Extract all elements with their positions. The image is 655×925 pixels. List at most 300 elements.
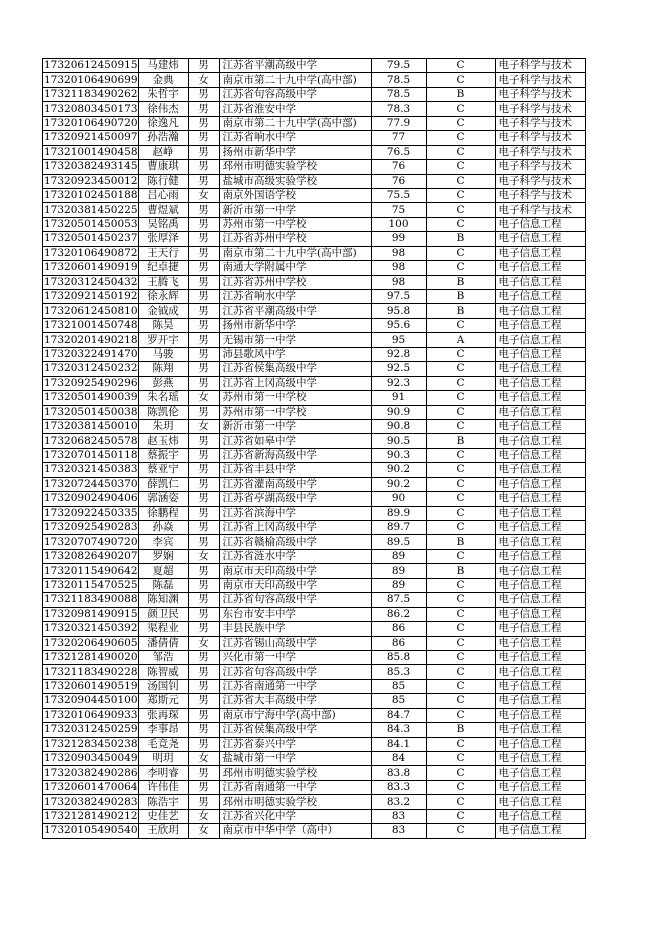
name-cell: 史佳艺 <box>138 809 188 823</box>
school-cell: 江苏省如皋中学 <box>219 434 371 448</box>
name-cell: 李明睿 <box>138 766 188 780</box>
major-cell: 电子信息工程 <box>495 246 585 260</box>
table-row <box>43 463 586 477</box>
table-row <box>43 333 586 347</box>
student-id-cell: 17320115490642 <box>44 564 138 577</box>
table-row <box>43 650 586 664</box>
major-cell: 电子信息工程 <box>495 564 585 578</box>
score-cell: 75 <box>371 203 426 217</box>
student-id-cell: 17320707490720 <box>44 535 138 548</box>
gender-cell: 男 <box>188 116 219 130</box>
school-cell: 沛县歌风中学 <box>219 347 371 361</box>
student-id-cell: 17320382493145 <box>44 160 138 173</box>
name-cell: 张厚泽 <box>138 232 188 246</box>
school-cell: 南京市宁海中学(高中部) <box>219 708 371 722</box>
gender-cell: 男 <box>188 795 219 809</box>
grade-cell: C <box>426 102 495 116</box>
major-cell: 电子科学与技术 <box>495 116 585 130</box>
name-cell: 陈浩宇 <box>138 795 188 809</box>
name-cell: 吕心雨 <box>138 188 188 202</box>
gender-cell: 男 <box>188 593 219 607</box>
grade-cell: B <box>426 304 495 318</box>
grade-cell: C <box>426 824 495 838</box>
score-cell: 83.2 <box>371 795 426 809</box>
student-id-cell: 17320106490872 <box>44 246 138 259</box>
gender-cell: 男 <box>188 492 219 506</box>
score-cell: 83 <box>371 824 426 838</box>
school-cell: 江苏省南通第一中学 <box>219 780 371 794</box>
school-cell: 江苏省灌南高级中学 <box>219 477 371 491</box>
grade-cell: C <box>426 73 495 87</box>
name-cell: 陈凯伦 <box>138 405 188 419</box>
school-cell: 江苏省涟水中学 <box>219 549 371 563</box>
major-cell: 电子信息工程 <box>495 809 585 823</box>
score-cell: 89.7 <box>371 521 426 535</box>
student-id-cell: 17320903450049 <box>44 752 138 765</box>
student-id-cell: 17320312450259 <box>44 723 138 736</box>
student-id-cell: 17321281490212 <box>44 809 138 822</box>
grade-cell: C <box>426 376 495 390</box>
score-cell: 92.3 <box>371 376 426 390</box>
student-id-cell: 17320921450192 <box>44 290 138 303</box>
grade-cell: B <box>426 275 495 289</box>
school-cell: 江苏省上冈高级中学 <box>219 521 371 535</box>
gender-cell: 男 <box>188 578 219 592</box>
grade-cell: B <box>426 290 495 304</box>
major-cell: 电子信息工程 <box>495 636 585 650</box>
major-cell: 电子科学与技术 <box>495 59 585 73</box>
major-cell: 电子信息工程 <box>495 737 585 751</box>
grade-cell: C <box>426 116 495 130</box>
score-cell: 100 <box>371 217 426 231</box>
gender-cell: 女 <box>188 391 219 405</box>
gender-cell: 男 <box>188 145 219 159</box>
table-row <box>43 116 586 130</box>
name-cell: 纪卓捷 <box>138 261 188 275</box>
major-cell: 电子信息工程 <box>495 679 585 693</box>
grade-cell: C <box>426 261 495 275</box>
gender-cell: 男 <box>188 665 219 679</box>
gender-cell: 男 <box>188 679 219 693</box>
student-id-cell: 17320601490919 <box>44 261 138 274</box>
score-cell: 99 <box>371 232 426 246</box>
table-row <box>43 723 586 737</box>
gender-cell: 女 <box>188 188 219 202</box>
score-cell: 97.5 <box>371 290 426 304</box>
gender-cell: 男 <box>188 405 219 419</box>
gender-cell: 女 <box>188 73 219 87</box>
grade-cell: C <box>426 492 495 506</box>
gender-cell: 男 <box>188 160 219 174</box>
name-cell: 罗娴 <box>138 549 188 563</box>
score-cell: 95.6 <box>371 318 426 332</box>
table-row <box>43 145 586 159</box>
gender-cell: 男 <box>188 174 219 188</box>
student-id-cell: 17320601470064 <box>44 781 138 794</box>
table-row <box>43 217 586 231</box>
grade-cell: C <box>426 131 495 145</box>
name-cell: 金钺成 <box>138 304 188 318</box>
student-id-cell: 17320701450118 <box>44 449 138 462</box>
grade-cell: C <box>426 217 495 231</box>
grade-cell: C <box>426 521 495 535</box>
grade-cell: C <box>426 549 495 563</box>
grade-cell: C <box>426 419 495 433</box>
gender-cell: 男 <box>188 694 219 708</box>
score-cell: 76.5 <box>371 145 426 159</box>
name-cell: 朱哲宇 <box>138 87 188 101</box>
grade-cell: C <box>426 809 495 823</box>
gender-cell: 男 <box>188 290 219 304</box>
student-id-cell: 17320682450578 <box>44 434 138 447</box>
school-cell: 江苏省大丰高级中学 <box>219 694 371 708</box>
score-cell: 98 <box>371 275 426 289</box>
school-cell: 江苏省滨海中学 <box>219 506 371 520</box>
school-cell: 江苏省南通第一中学 <box>219 679 371 693</box>
score-cell: 76 <box>371 160 426 174</box>
major-cell: 电子信息工程 <box>495 463 585 477</box>
grade-cell: C <box>426 174 495 188</box>
major-cell: 电子信息工程 <box>495 434 585 448</box>
table-row <box>43 376 586 390</box>
name-cell: 蔡振宇 <box>138 448 188 462</box>
school-cell: 江苏省锡山高级中学 <box>219 636 371 650</box>
name-cell: 曹康琪 <box>138 160 188 174</box>
school-cell: 江苏省亭湖高级中学 <box>219 492 371 506</box>
school-cell: 丰县民族中学 <box>219 622 371 636</box>
score-cell: 84.7 <box>371 708 426 722</box>
gender-cell: 女 <box>188 824 219 838</box>
school-cell: 江苏省苏州中学校 <box>219 232 371 246</box>
name-cell: 李宾 <box>138 535 188 549</box>
name-cell: 王天行 <box>138 246 188 260</box>
name-cell: 汤国钊 <box>138 679 188 693</box>
major-cell: 电子信息工程 <box>495 650 585 664</box>
grade-cell: C <box>426 780 495 794</box>
name-cell: 毛竞尧 <box>138 737 188 751</box>
grade-cell: C <box>426 448 495 462</box>
name-cell: 马骏 <box>138 347 188 361</box>
student-id-cell: 17320922450335 <box>44 506 138 519</box>
table-row <box>43 824 586 838</box>
gender-cell: 男 <box>188 708 219 722</box>
table-row <box>43 59 586 73</box>
score-cell: 89.9 <box>371 506 426 520</box>
table-row <box>43 362 586 376</box>
name-cell: 吴铭禹 <box>138 217 188 231</box>
name-cell: 李事昂 <box>138 723 188 737</box>
school-cell: 江苏省兴化中学 <box>219 809 371 823</box>
school-cell: 南通大学附属中学 <box>219 261 371 275</box>
grade-cell: C <box>426 694 495 708</box>
grade-cell: C <box>426 578 495 592</box>
name-cell: 夏超 <box>138 564 188 578</box>
student-id-cell: 17320102450188 <box>44 189 138 202</box>
score-cell: 77.9 <box>371 116 426 130</box>
score-cell: 87.5 <box>371 593 426 607</box>
grade-cell: A <box>426 333 495 347</box>
table-row <box>43 304 586 318</box>
major-cell: 电子信息工程 <box>495 535 585 549</box>
gender-cell: 男 <box>188 780 219 794</box>
student-id-cell: 17320501490039 <box>44 391 138 404</box>
gender-cell: 女 <box>188 809 219 823</box>
school-cell: 江苏省侯集高级中学 <box>219 723 371 737</box>
school-cell: 南京外国语学校 <box>219 188 371 202</box>
gender-cell: 男 <box>188 521 219 535</box>
grade-cell: C <box>426 477 495 491</box>
school-cell: 南京市第二十九中学(高中部) <box>219 116 371 130</box>
school-cell: 扬州市新华中学 <box>219 145 371 159</box>
student-id-cell: 17320381450225 <box>44 203 138 216</box>
grade-cell: C <box>426 362 495 376</box>
grade-cell: C <box>426 463 495 477</box>
name-cell: 孙浩瀚 <box>138 131 188 145</box>
gender-cell: 男 <box>188 232 219 246</box>
score-cell: 85 <box>371 694 426 708</box>
student-id-cell: 17320201490218 <box>44 333 138 346</box>
score-cell: 89 <box>371 549 426 563</box>
table-row <box>43 780 586 794</box>
major-cell: 电子科学与技术 <box>495 203 585 217</box>
major-cell: 电子信息工程 <box>495 521 585 535</box>
student-id-cell: 17320322491470 <box>44 347 138 360</box>
major-cell: 电子信息工程 <box>495 607 585 621</box>
school-cell: 盐城市第一中学 <box>219 752 371 766</box>
school-cell: 江苏省泰兴中学 <box>219 737 371 751</box>
student-id-cell: 17320612450810 <box>44 304 138 317</box>
gender-cell: 男 <box>188 59 219 73</box>
table-row <box>43 87 586 101</box>
table-row <box>43 203 586 217</box>
major-cell: 电子科学与技术 <box>495 174 585 188</box>
name-cell: 金典 <box>138 73 188 87</box>
student-id-cell: 17320724450370 <box>44 477 138 490</box>
grade-cell: C <box>426 766 495 780</box>
grade-cell: B <box>426 87 495 101</box>
grade-cell: C <box>426 160 495 174</box>
major-cell: 电子信息工程 <box>495 232 585 246</box>
grade-cell: C <box>426 145 495 159</box>
gender-cell: 男 <box>188 723 219 737</box>
admission-table-body <box>43 59 586 839</box>
student-id-cell: 17320803450173 <box>44 102 138 115</box>
table-row <box>43 131 586 145</box>
score-cell: 83 <box>371 809 426 823</box>
school-cell: 南京市第二十九中学(高中部) <box>219 73 371 87</box>
major-cell: 电子信息工程 <box>495 347 585 361</box>
name-cell: 郭涵姿 <box>138 492 188 506</box>
student-id-cell: 17320902490406 <box>44 492 138 505</box>
school-cell: 江苏省句容高级中学 <box>219 665 371 679</box>
table-row <box>43 694 586 708</box>
gender-cell: 男 <box>188 448 219 462</box>
grade-cell: C <box>426 679 495 693</box>
major-cell: 电子信息工程 <box>495 780 585 794</box>
grade-cell: C <box>426 59 495 73</box>
table-row <box>43 391 586 405</box>
student-id-cell: 17320321450383 <box>44 463 138 476</box>
major-cell: 电子科学与技术 <box>495 102 585 116</box>
student-id-cell: 17320381450010 <box>44 420 138 433</box>
name-cell: 王欣玥 <box>138 824 188 838</box>
gender-cell: 男 <box>188 217 219 231</box>
score-cell: 95.8 <box>371 304 426 318</box>
major-cell: 电子信息工程 <box>495 492 585 506</box>
score-cell: 98 <box>371 261 426 275</box>
major-cell: 电子科学与技术 <box>495 188 585 202</box>
major-cell: 电子信息工程 <box>495 578 585 592</box>
score-cell: 89.5 <box>371 535 426 549</box>
name-cell: 渠程业 <box>138 622 188 636</box>
table-row <box>43 318 586 332</box>
table-row <box>43 622 586 636</box>
score-cell: 90.2 <box>371 477 426 491</box>
score-cell: 89 <box>371 578 426 592</box>
gender-cell: 男 <box>188 650 219 664</box>
student-id-cell: 17321001450748 <box>44 319 138 332</box>
table-row <box>43 607 586 621</box>
major-cell: 电子科学与技术 <box>495 160 585 174</box>
gender-cell: 男 <box>188 766 219 780</box>
table-row <box>43 477 586 491</box>
major-cell: 电子信息工程 <box>495 376 585 390</box>
school-cell: 新沂市第一中学 <box>219 419 371 433</box>
table-row <box>43 578 586 592</box>
name-cell: 陈昊 <box>138 318 188 332</box>
major-cell: 电子信息工程 <box>495 304 585 318</box>
major-cell: 电子信息工程 <box>495 824 585 838</box>
score-cell: 84 <box>371 752 426 766</box>
table-row <box>43 737 586 751</box>
grade-cell: C <box>426 203 495 217</box>
school-cell: 江苏省丰县中学 <box>219 463 371 477</box>
score-cell: 85.3 <box>371 665 426 679</box>
score-cell: 90.2 <box>371 463 426 477</box>
major-cell: 电子信息工程 <box>495 261 585 275</box>
grade-cell: C <box>426 708 495 722</box>
student-id-cell: 17320601490519 <box>44 680 138 693</box>
grade-cell: C <box>426 391 495 405</box>
major-cell: 电子科学与技术 <box>495 87 585 101</box>
student-id-cell: 17320921450097 <box>44 131 138 144</box>
gender-cell: 男 <box>188 607 219 621</box>
gender-cell: 男 <box>188 622 219 636</box>
name-cell: 陈磊 <box>138 578 188 592</box>
grade-cell: B <box>426 232 495 246</box>
school-cell: 江苏省侯集高级中学 <box>219 362 371 376</box>
major-cell: 电子信息工程 <box>495 419 585 433</box>
name-cell: 孙焱 <box>138 521 188 535</box>
grade-cell: C <box>426 795 495 809</box>
name-cell: 徐鹏程 <box>138 506 188 520</box>
name-cell: 陈知渊 <box>138 593 188 607</box>
score-cell: 78.3 <box>371 102 426 116</box>
school-cell: 兴化市第一中学 <box>219 650 371 664</box>
name-cell: 潘倩倩 <box>138 636 188 650</box>
name-cell: 陈翔 <box>138 362 188 376</box>
gender-cell: 男 <box>188 737 219 751</box>
table-row <box>43 521 586 535</box>
score-cell: 92.8 <box>371 347 426 361</box>
gender-cell: 男 <box>188 261 219 275</box>
name-cell: 陈智威 <box>138 665 188 679</box>
gender-cell: 女 <box>188 549 219 563</box>
grade-cell: C <box>426 593 495 607</box>
score-cell: 79.5 <box>371 59 426 73</box>
name-cell: 马建炜 <box>138 59 188 73</box>
name-cell: 徐伟杰 <box>138 102 188 116</box>
gender-cell: 男 <box>188 477 219 491</box>
table-row <box>43 708 586 722</box>
name-cell: 张再琛 <box>138 708 188 722</box>
major-cell: 电子信息工程 <box>495 694 585 708</box>
school-cell: 江苏省响水中学 <box>219 290 371 304</box>
student-id-cell: 17321183490262 <box>44 88 138 101</box>
student-id-cell: 17320501450053 <box>44 218 138 231</box>
grade-cell: C <box>426 246 495 260</box>
score-cell: 86 <box>371 622 426 636</box>
gender-cell: 男 <box>188 102 219 116</box>
name-cell: 赵峥 <box>138 145 188 159</box>
gender-cell: 男 <box>188 434 219 448</box>
student-id-cell: 17320501450038 <box>44 405 138 418</box>
major-cell: 电子信息工程 <box>495 506 585 520</box>
school-cell: 邳州市明德实验学校 <box>219 160 371 174</box>
name-cell: 朱名瑶 <box>138 391 188 405</box>
score-cell: 78.5 <box>371 73 426 87</box>
gender-cell: 男 <box>188 87 219 101</box>
student-id-cell: 17320981490915 <box>44 607 138 620</box>
admission-table <box>42 58 586 839</box>
score-cell: 90.8 <box>371 419 426 433</box>
student-id-cell: 17321281490020 <box>44 651 138 664</box>
school-cell: 邳州市明德实验学校 <box>219 766 371 780</box>
student-id-cell: 17320612450915 <box>44 59 138 72</box>
table-row <box>43 679 586 693</box>
major-cell: 电子科学与技术 <box>495 73 585 87</box>
major-cell: 电子信息工程 <box>495 766 585 780</box>
grade-cell: C <box>426 752 495 766</box>
name-cell: 陈行健 <box>138 174 188 188</box>
grade-cell: C <box>426 506 495 520</box>
name-cell: 曹煜斌 <box>138 203 188 217</box>
gender-cell: 男 <box>188 376 219 390</box>
student-id-cell: 17320106490720 <box>44 116 138 129</box>
name-cell: 彭燕 <box>138 376 188 390</box>
table-row <box>43 809 586 823</box>
gender-cell: 男 <box>188 535 219 549</box>
gender-cell: 男 <box>188 203 219 217</box>
name-cell: 蔡亚宁 <box>138 463 188 477</box>
name-cell: 赵玉炜 <box>138 434 188 448</box>
score-cell: 91 <box>371 391 426 405</box>
gender-cell: 男 <box>188 347 219 361</box>
name-cell: 王腾飞 <box>138 275 188 289</box>
gender-cell: 男 <box>188 506 219 520</box>
gender-cell: 男 <box>188 463 219 477</box>
student-id-cell: 17320106490699 <box>44 73 138 86</box>
score-cell: 90 <box>371 492 426 506</box>
grade-cell: C <box>426 622 495 636</box>
school-cell: 江苏省句容高级中学 <box>219 593 371 607</box>
grade-cell: C <box>426 607 495 621</box>
school-cell: 东台市安丰中学 <box>219 607 371 621</box>
student-id-cell: 17320312450432 <box>44 275 138 288</box>
student-id-cell: 17320312450232 <box>44 362 138 375</box>
table-row <box>43 160 586 174</box>
grade-cell: C <box>426 636 495 650</box>
